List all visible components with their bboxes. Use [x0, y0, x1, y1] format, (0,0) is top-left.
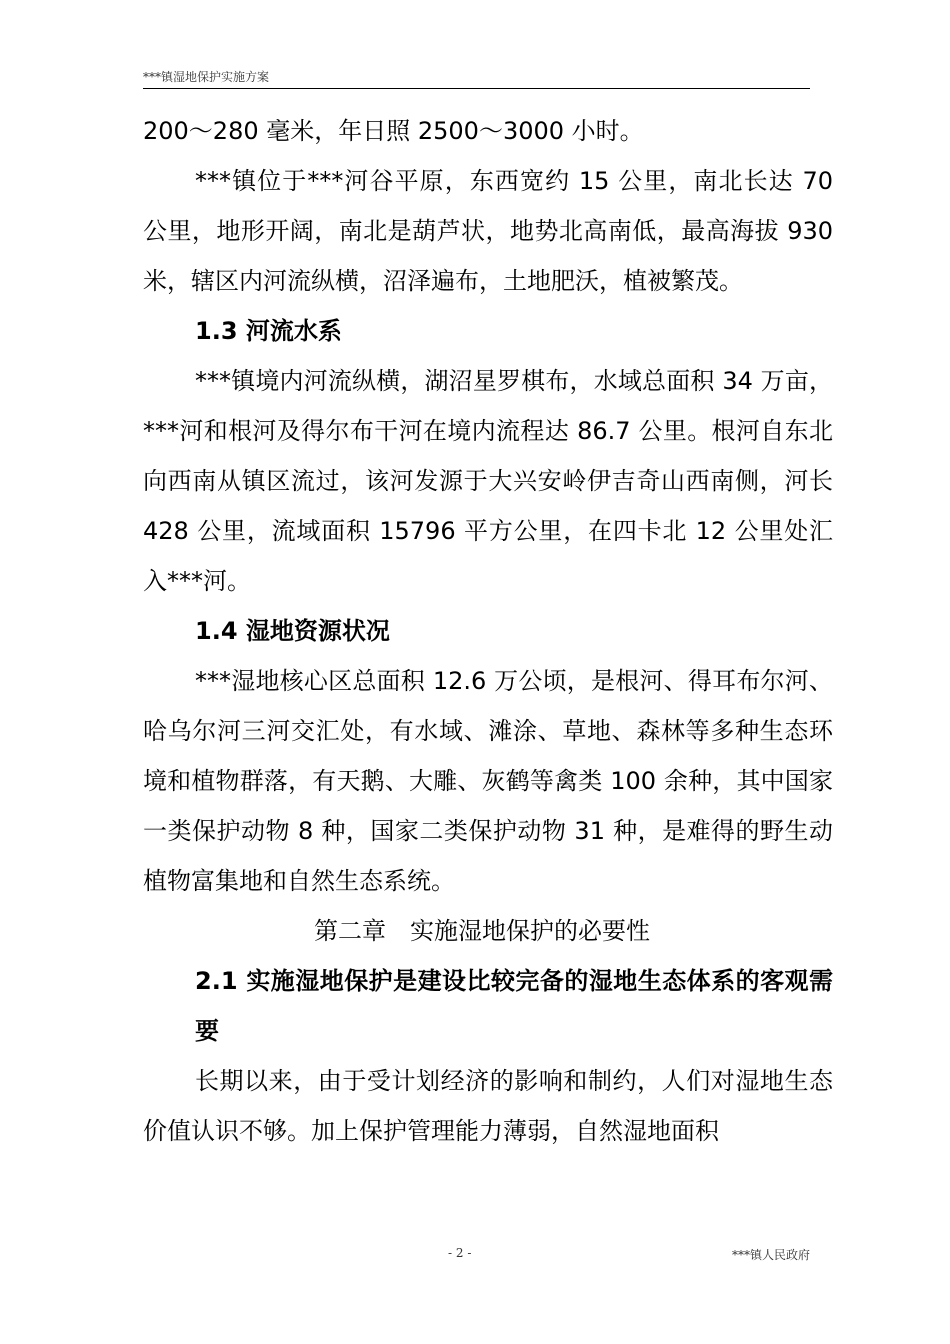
section-heading-2-1: 2.1 实施湿地保护是建设比较完备的湿地生态体系的客观需要: [195, 967, 833, 1045]
paragraph-necessity: 长期以来，由于受计划经济的影响和制约，人们对湿地生态价值认识不够。加上保护管理能力薄弱，自然湿地面积: [143, 1067, 833, 1145]
section-heading-1-3: 1.3 河流水系: [195, 317, 342, 345]
footer-organization: ***镇人民政府: [731, 1248, 810, 1262]
page-number: - 2 -: [448, 1246, 472, 1260]
paragraph-wetland-resources: ***湿地核心区总面积 12.6 万公顷，是根河、得耳布尔河、哈乌尔河三河交汇处，有水域、滩涂、草地、森林等多种生态环境和植物群落，有天鹅、大雕、灰鹤等禽类 100 余种，其中国家一类保护动物 8 种，国家二类保护动物 31 种，是难得的野生动植物富集地和自然生态系统。: [143, 667, 833, 895]
chapter-title: 第二章 实施湿地保护的必要性: [314, 917, 650, 945]
document-body: [143, 106, 833, 1156]
paragraph-location: ***镇位于***河谷平原，东西宽约 15 公里，南北长达 70 公里，地形开阔，南北是葫芦状，地势北高南低，最高海拔 930 米，辖区内河流纵横，沼泽遍布，土地肥沃，植被繁茂。: [143, 167, 833, 295]
paragraph-rivers: ***镇境内河流纵横，湖沼星罗棋布，水域总面积 34 万亩，***河和根河及得尔布干河在境内流程达 86.7 公里。根河自东北向西南从镇区流过，该河发源于大兴安岭伊吉奇山西南侧，河长 428 公里，流域面积 15796 平方公里，在四卡北 12 公里处汇入***河。: [143, 367, 833, 595]
page-header: [143, 68, 810, 89]
paragraph-continued: 200～280 毫米，年日照 2500～3000 小时。: [143, 117, 644, 145]
header-title: ***镇湿地保护实施方案: [143, 70, 270, 84]
page-footer: [143, 1246, 810, 1266]
section-heading-1-4: 1.4 湿地资源状况: [195, 617, 390, 645]
